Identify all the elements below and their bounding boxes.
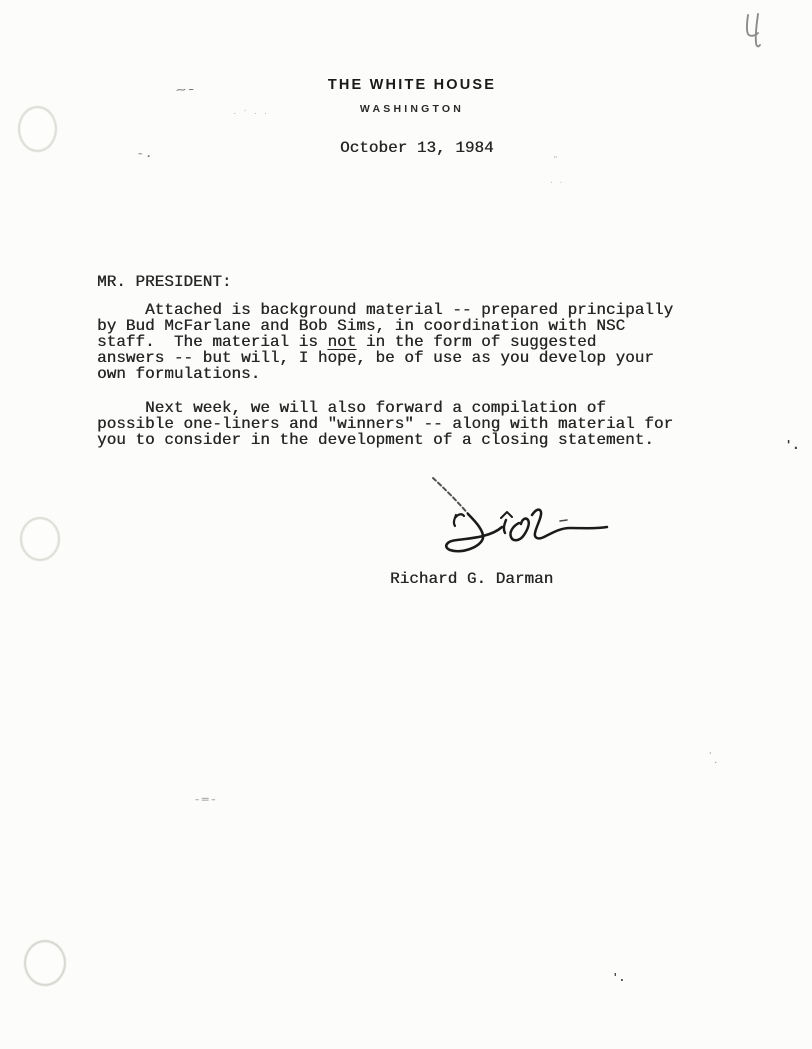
text-line: Attached is background material -- prepared principally [97, 301, 674, 319]
scan-artifact: . ' . . [233, 109, 269, 116]
paragraph [97, 400, 673, 448]
signer-name: Richard G. Darman [390, 570, 554, 588]
scan-artifact: '. [612, 971, 626, 984]
paragraph [97, 302, 673, 382]
letter-body [97, 302, 673, 448]
handwritten-signature [420, 465, 630, 570]
scan-artifact: ~- [174, 84, 198, 96]
text-line: own formulations. [97, 365, 261, 383]
letterhead-subtitle: WASHINGTON [359, 103, 465, 115]
scan-artifact: . . [705, 747, 723, 767]
text-line: by Bud McFarlane and Bob Sims, in coordination with NSC [97, 317, 626, 335]
text-line: possible one-liners and "winners" -- along with material for [97, 415, 674, 433]
scan-artifact: -=- [193, 795, 218, 805]
salutation: MR. PRESIDENT: [97, 273, 232, 291]
punch-hole-top [18, 106, 57, 152]
scan-artifact: " [553, 155, 558, 164]
scan-artifact: . . [549, 176, 564, 185]
scan-artifact: -. [135, 149, 155, 161]
text-line: answers -- but will, I hope, be of use as you develop your [97, 349, 654, 367]
text-line: you to consider in the development of a closing statement. [97, 431, 654, 449]
letterhead-title: THE WHITE HOUSE [327, 77, 497, 93]
date-line: October 13, 1984 [340, 139, 494, 157]
handwritten-page-number [736, 8, 770, 52]
punch-hole-middle [20, 517, 60, 561]
text-line: Next week, we will also forward a compilation of [97, 399, 606, 417]
text-line: staff. The material is not in the form of suggested [97, 333, 597, 351]
scan-artifact: '. [785, 438, 800, 452]
punch-hole-bottom [24, 940, 66, 986]
